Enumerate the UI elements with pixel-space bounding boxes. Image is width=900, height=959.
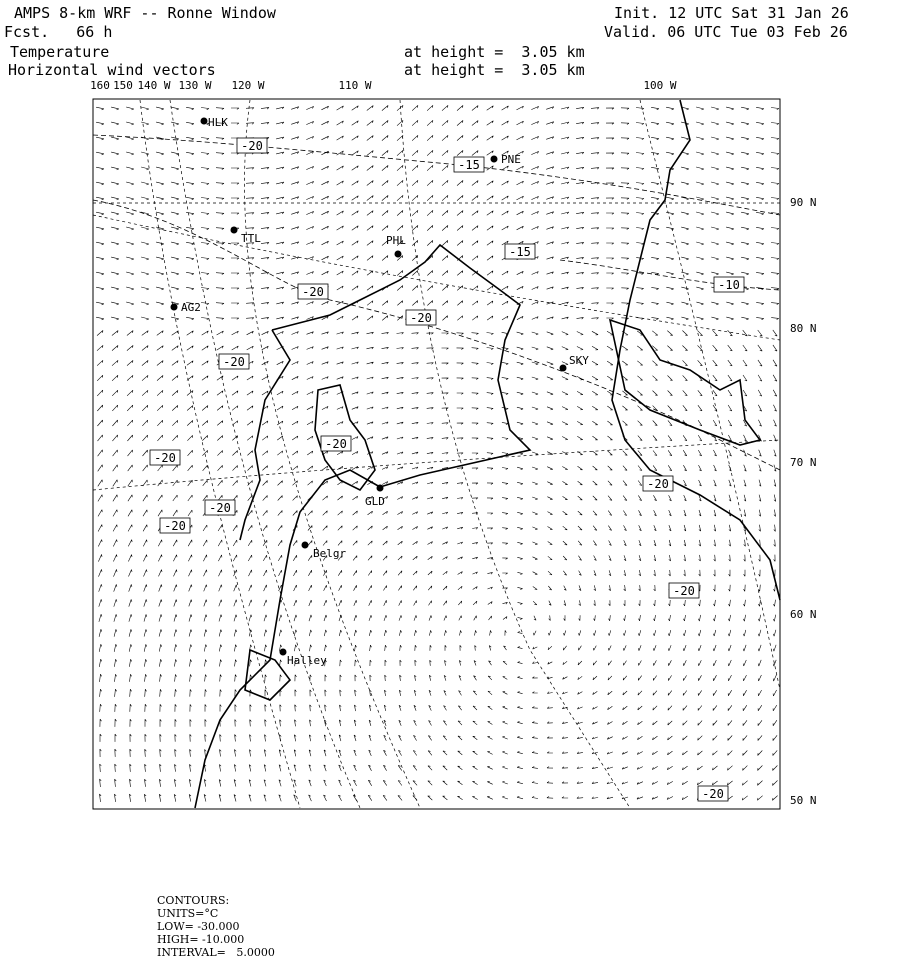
lat-label: 70 N (790, 456, 817, 469)
interval-label: INTERVAL= 5.0000 (157, 946, 275, 959)
lon-label: 160 (90, 79, 110, 92)
wind-vectors (96, 105, 779, 802)
contour-label: -20 (302, 285, 324, 299)
station-marker-ag2 (171, 304, 178, 311)
station-marker-belgr (302, 542, 309, 549)
contour-label: -20 (410, 311, 432, 325)
contour-label: -20 (702, 787, 724, 801)
contour-label: -20 (647, 477, 669, 491)
coastline (195, 100, 780, 808)
contour-label: -15 (509, 245, 531, 259)
init-time: Init. 12 UTC Sat 31 Jan 26 (614, 4, 849, 22)
coastline-halley (245, 650, 290, 700)
parallel-80 (93, 215, 780, 340)
contours-label: CONTOURS: (157, 894, 230, 907)
contour-label: -20 (241, 139, 263, 153)
field-wind: Horizontal wind vectors (8, 61, 216, 79)
contour-minus-10 (560, 260, 780, 290)
station-marker-gld (377, 485, 384, 492)
field-temperature: Temperature (10, 43, 110, 61)
map-title: AMPS 8-km WRF -- Ronne Window (14, 4, 276, 22)
contour-label: -20 (673, 584, 695, 598)
contour-label: -20 (325, 437, 347, 451)
station-marker-phl (395, 251, 402, 258)
station-label-pne: PNE (501, 153, 521, 166)
axis-labels (90, 79, 816, 807)
high-label: HIGH= -10.000 (157, 933, 245, 946)
lon-label: 150 (113, 79, 133, 92)
station-label-sky: SKY (569, 354, 589, 367)
lat-lon-grid (93, 100, 780, 808)
lon-label: 130 W (178, 79, 212, 92)
station-label-phl: PHL (386, 234, 406, 247)
forecast-hour: Fcst. 66 h (4, 23, 113, 41)
contour-minus-20 (93, 200, 780, 470)
meridian-130 (170, 100, 360, 808)
contour-label: -20 (223, 355, 245, 369)
contour-label: -20 (164, 519, 186, 533)
station-label-belgr: Belgr (313, 547, 347, 560)
wind-vector-field (96, 105, 779, 802)
coastline-peninsula (612, 100, 780, 600)
station-label-halley: Halley (287, 654, 327, 667)
parallel-70 (93, 440, 780, 490)
units-label: UNITS=°C (157, 907, 219, 920)
meridian-120 (245, 100, 420, 808)
field-wind-height: at height = 3.05 km (404, 61, 585, 79)
lon-label: 100 W (643, 79, 677, 92)
contour-label: -15 (458, 158, 480, 172)
station-marker-hlk (201, 118, 208, 125)
field-temperature-height: at height = 3.05 km (404, 43, 585, 61)
lon-label: 140 W (137, 79, 171, 92)
valid-time: Valid. 06 UTC Tue 03 Feb 26 (604, 23, 848, 41)
low-label: LOW= -30.000 (157, 920, 240, 933)
meridian-100 (640, 100, 780, 690)
station-label-ttl: TTL (241, 232, 261, 245)
coastline-ronne (195, 245, 530, 808)
lon-label: 120 W (231, 79, 265, 92)
contour-label: -20 (154, 451, 176, 465)
station-marker-sky (560, 365, 567, 372)
lat-label: 50 N (790, 794, 817, 807)
station-marker-halley (280, 649, 287, 656)
station-markers (171, 116, 590, 667)
lon-label: 110 W (338, 79, 372, 92)
station-marker-pne (491, 156, 498, 163)
station-marker-ttl (231, 227, 238, 234)
lat-label: 90 N (790, 196, 817, 209)
map-frame (93, 99, 780, 809)
station-label-ag2: AG2 (181, 301, 201, 314)
coastline-island (610, 320, 760, 445)
contour-label: -20 (209, 501, 231, 515)
station-label-gld: GLD (365, 495, 385, 508)
lat-label: 80 N (790, 322, 817, 335)
contour-legend (150, 881, 281, 959)
station-label-hlk: HLK (208, 116, 228, 129)
lat-label: 60 N (790, 608, 817, 621)
contour-label: -10 (718, 278, 740, 292)
